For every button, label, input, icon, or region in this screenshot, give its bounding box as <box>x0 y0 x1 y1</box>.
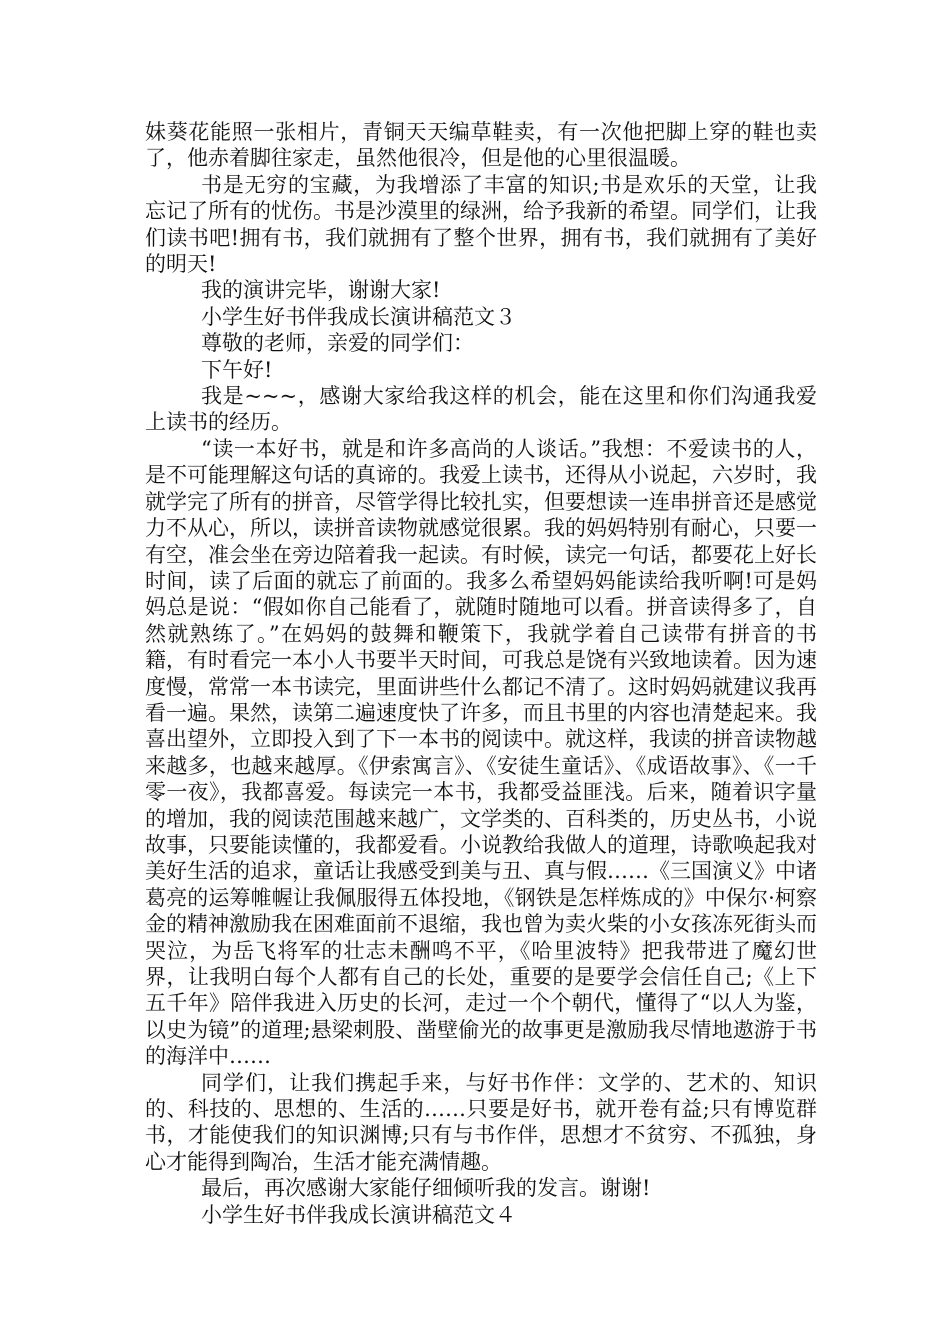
section-title-sample-4: 小学生好书伴我成长演讲稿范文４ <box>201 1202 516 1227</box>
section-title-sample-3: 小学生好书伴我成长演讲稿范文３ <box>201 304 516 329</box>
paragraph-greeting: 下午好! <box>201 357 273 382</box>
paragraph-salutation: 尊敬的老师，亲爱的同学们： <box>201 331 474 356</box>
paragraph-continuation: 妹葵花能照一张相片，青铜天天编草鞋卖，有一次他把脚上穿的鞋也卖了，他赤着脚往家走，虽然他很冷，但是他的心里很温暖。 <box>145 120 817 171</box>
paragraph-introduction: 我是~~~，感谢大家给我这样的机会，能在这里和你们沟通我爱上读书的经历。 <box>145 384 817 435</box>
paragraph-call-to-action: 同学们，让我们携起手来，与好书作伴：文学的、艺术的、知识的、科技的、思想的、生活的……只要是好书，就开卷有益;只有博览群书，才能使我们的知识渊博;只有与书作伴，思想才不贫穷、不孤独，身心才能得到陶冶，生活才能充满情趣。 <box>145 1070 817 1174</box>
paragraph-books-treasure: 书是无穷的宝藏，为我增添了丰富的知识;书是欢乐的天堂，让我忘记了所有的忧伤。书是沙漠里的绿洲，给予我新的希望。同学们，让我们读书吧!拥有书，我们就拥有了整个世界，拥有书，我们就拥有了美好的明天! <box>145 172 817 277</box>
document-body <box>145 119 817 1228</box>
paragraph-closing-thanks: 最后，再次感谢大家能仔细倾听我的发言。谢谢! <box>201 1176 651 1201</box>
paragraph-reading-story: “读一本好书，就是和许多高尚的人谈话。”我想：不爱读书的人，是不可能理解这句话的真谛的。我爱上读书，还得从小说起，六岁时，我就学完了所有的拼音，尽管学得比较扎实，但要想读一连串拼音还是感觉力不从心，所以，读拼音读物就感觉很累。我的妈妈特别有耐心，只要一有空，准会坐在旁边陪着我一起读。有时候，读完一句话，都要花上好长时间，读了后面的就忘了前面的。我多么希望妈妈能读给我听啊!可是妈妈总是说：“假如你自己能看了，就随时随地可以看。拼音读得多了，自然就熟练了。”在妈妈的鼓舞和鞭策下，我就学着自己读带有拼音的书籍，有时看完一本小人书要半天时间，可我总是饶有兴致地读着。因为速度慢，常常一本书读完，里面讲些什么都记不清了。这时妈妈就建议我再看一遍。果然，读第二遍速度快了许多，而且书里的内容也清楚起来。我喜出望外，立即投入到了下一本书的阅读中。就这样，我读的拼音读物越来越多，也越来越厚。《伊索寓言》、《安徒生童话》、《成语故事》、《一千零一夜》，我都喜爱。每读完一本书，我都受益匪浅。后来，随着识字量的增加，我的阅读范围越来越广，文学类的、百科类的，历史丛书，小说故事，只要能读懂的，我都爱看。小说教给我做人的道理，诗歌唤起我对美好生活的追求，童话让我感受到美与丑、真与假……《三国演义》中诸葛亮的运筹帷幄让我佩服得五体投地，《钢铁是怎样炼成的》中保尔·柯察金的精神激励我在困难面前不退缩，我也曾为卖火柴的小女孩冻死街头而哭泣，为岳飞将军的壮志未酬鸣不平，《哈里波特》把我带进了魔幻世界，让我明白每个人都有自己的长处，重要的是要学会信任自己;《上下五千年》陪伴我进入历史的长河，走过一个个朝代，懂得了“以人为鉴，以史为镜”的道理;悬梁刺股、凿壁偷光的故事更是激励我尽情地遨游于书的海洋中…… <box>145 436 817 1069</box>
paragraph-speech-end: 我的演讲完毕，谢谢大家! <box>201 278 441 303</box>
